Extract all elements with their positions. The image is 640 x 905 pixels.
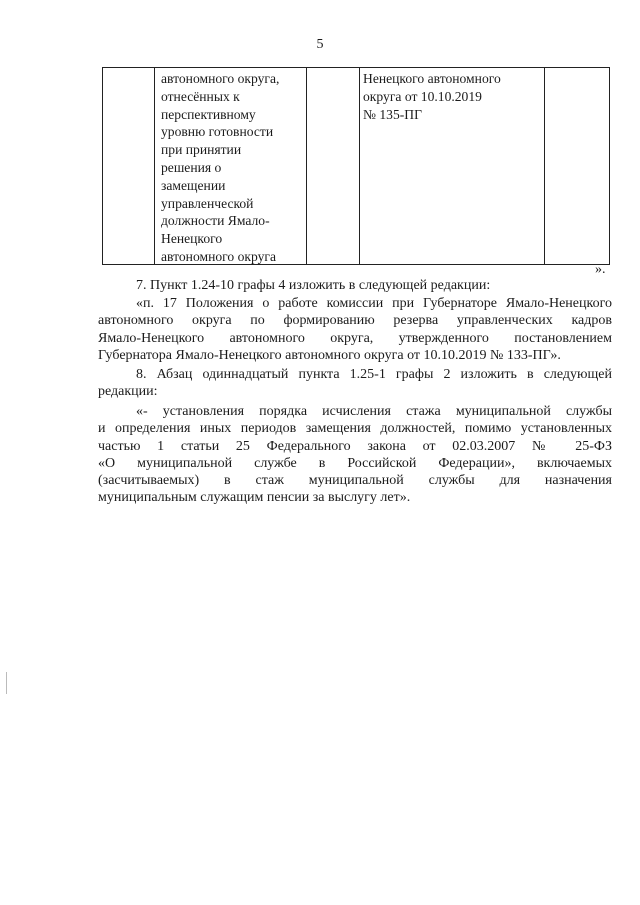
text-line: редакции: (98, 384, 158, 400)
cell-line: при принятии (161, 142, 242, 158)
cell-line: перспективному (161, 106, 256, 122)
text-line: 7. Пункт 1.24-10 графы 4 изложить в следующей редакции: (136, 278, 491, 293)
paragraph-7-quote (98, 295, 612, 364)
text-line: Губернатора Ямало-Ненецкого автономного округа от 10.10.2019 № 133-ПГ». (98, 347, 561, 363)
cell-line: должности Ямало- (161, 213, 270, 229)
table-cell-description (161, 70, 279, 266)
paragraph-8 (98, 366, 612, 401)
table-divider (544, 68, 545, 264)
text-line: (засчитываемых) в стаж муниципальной службы для назначения (98, 473, 612, 489)
cell-line: отнесённых к (161, 88, 240, 104)
text-line: 8. Абзац одиннадцатый пункта 1.25-1 графы 2 изложить в следующей (136, 367, 612, 382)
text-line: Ямало-Ненецкого автономного округа, утвержденного постановлением (98, 330, 612, 346)
cell-line: автономного округа, (161, 71, 280, 86)
cell-line: округа от 10.10.2019 (363, 88, 482, 104)
cell-line: решения о (161, 159, 222, 175)
cell-line: автономного округа (161, 248, 277, 264)
text-line: «О муниципальной службе в Российской Федерации», включаемых (98, 455, 612, 471)
closing-quote: ». (595, 262, 606, 277)
paragraph-7 (98, 277, 612, 294)
text-line: «п. 17 Положения о работе комиссии при Губернаторе Ямало-Ненецкого (136, 296, 612, 311)
page-number: 5 (316, 37, 324, 52)
cell-line: № 135-ПГ (363, 106, 422, 122)
cell-line: Ненецкого (161, 231, 223, 247)
amendment-table (102, 67, 610, 265)
cell-line: Ненецкого автономного (363, 71, 501, 86)
table-divider (359, 68, 360, 264)
table-divider (306, 68, 307, 264)
text-line: и определения иных периодов замещения должностей, помимо установленных (98, 421, 612, 437)
table-cell-reference (363, 70, 501, 123)
text-line: автономного округа по формированию резерва управленческих кадров (98, 313, 612, 329)
table-divider (154, 68, 155, 264)
cell-line: замещении (161, 177, 226, 193)
scan-margin-mark (6, 672, 7, 694)
text-line: «- установления порядка исчисления стажа муниципальной службы (136, 404, 612, 419)
text-line: частью 1 статьи 25 Федерального закона от 02.03.2007 № 25-ФЗ (98, 438, 612, 454)
cell-line: управленческой (161, 195, 254, 211)
text-line: муниципальным служащим пенсии за выслугу лет». (98, 490, 411, 506)
paragraph-8-quote (98, 403, 612, 507)
cell-line: уровню готовности (161, 124, 274, 140)
